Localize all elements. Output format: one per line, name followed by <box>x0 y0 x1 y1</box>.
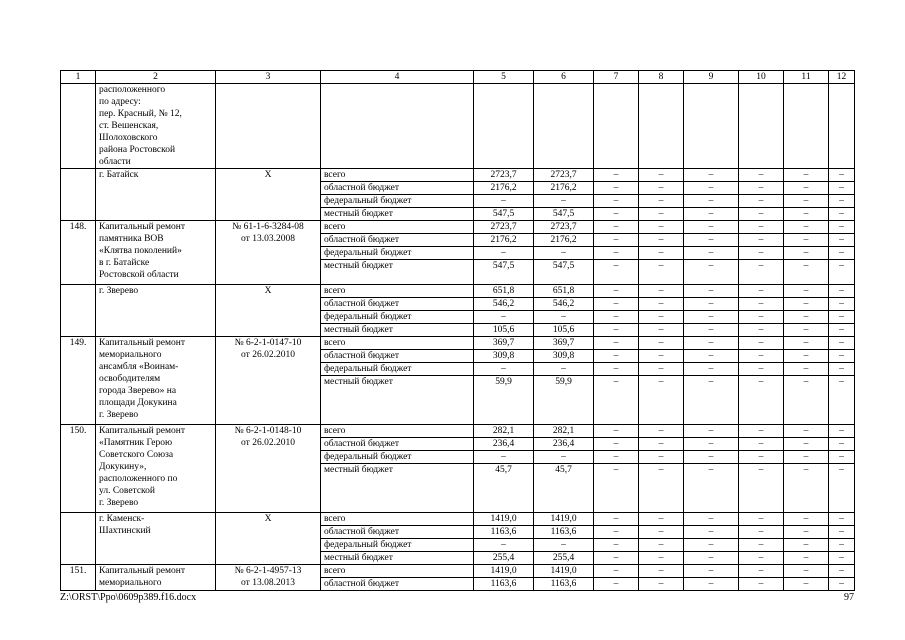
dash-cell: – <box>739 363 784 376</box>
value-col6: – <box>534 363 594 376</box>
dash-cell: – <box>639 285 684 298</box>
dash-cell: – <box>829 285 855 298</box>
budget-label: местный бюджет <box>321 208 474 221</box>
dash-cell: – <box>784 260 829 285</box>
dash-cell: – <box>594 363 639 376</box>
dash-cell: – <box>594 350 639 363</box>
document-ref: № 6-2-1-4957-13 от 13.08.2013 <box>216 565 321 591</box>
object-name: г. Каменск- Шахтинский <box>96 513 216 565</box>
dash-cell: – <box>639 324 684 337</box>
object-name: г. Зверево <box>96 285 216 337</box>
budget-label: местный бюджет <box>321 324 474 337</box>
object-name: Капитальный ремонт мемориального ансамбля «Воинам- освободителям города Зверево» на площади Докукина г. Зверево <box>96 337 216 425</box>
column-number: 6 <box>534 71 594 84</box>
dash-cell: – <box>594 195 639 208</box>
value-col6: 1419,0 <box>534 565 594 578</box>
dash-cell: – <box>784 565 829 578</box>
dash-cell: – <box>594 578 639 591</box>
dash-cell: – <box>739 208 784 221</box>
value-col5: 2176,2 <box>474 182 534 195</box>
dash-cell: – <box>594 311 639 324</box>
dash-cell: – <box>829 208 855 221</box>
dash-cell: – <box>739 578 784 591</box>
dash-cell: – <box>594 260 639 285</box>
dash-cell: – <box>784 376 829 425</box>
dash-cell: – <box>739 513 784 526</box>
budget-label: всего <box>321 285 474 298</box>
dash-cell: – <box>784 234 829 247</box>
dash-cell: – <box>829 337 855 350</box>
column-number: 11 <box>784 71 829 84</box>
dash-cell: – <box>739 195 784 208</box>
dash-cell: – <box>739 376 784 425</box>
dash-cell: – <box>594 208 639 221</box>
budget-label: областной бюджет <box>321 182 474 195</box>
dash-cell: – <box>784 169 829 182</box>
value-col5: 2176,2 <box>474 234 534 247</box>
value-col5: 2723,7 <box>474 221 534 234</box>
dash-cell: – <box>684 221 739 234</box>
dash-cell: – <box>594 565 639 578</box>
value-col6: 651,8 <box>534 285 594 298</box>
value-col5: 105,6 <box>474 324 534 337</box>
dash-cell: – <box>829 324 855 337</box>
dash-cell: – <box>594 513 639 526</box>
budget-label: местный бюджет <box>321 376 474 425</box>
dash-cell: – <box>639 451 684 464</box>
budget-label: областной бюджет <box>321 234 474 247</box>
object-name: Капитальный ремонт памятника ВОВ «Клятва поколений» в г. Батайске Ростовской области <box>96 221 216 285</box>
dash-cell: – <box>829 438 855 451</box>
dash-cell: – <box>739 425 784 438</box>
value-col5: 59,9 <box>474 376 534 425</box>
budget-label: всего <box>321 169 474 182</box>
dash-cell: – <box>784 350 829 363</box>
table-row <box>61 425 855 438</box>
value-col6: 2723,7 <box>534 169 594 182</box>
dash-cell: – <box>594 376 639 425</box>
dash-cell: – <box>684 337 739 350</box>
dash-cell: – <box>784 208 829 221</box>
dash-cell: – <box>739 182 784 195</box>
value-col5: 369,7 <box>474 337 534 350</box>
empty-cell <box>534 84 594 169</box>
dash-cell: – <box>684 169 739 182</box>
value-col5: 255,4 <box>474 552 534 565</box>
dash-cell: – <box>594 324 639 337</box>
dash-cell: – <box>639 552 684 565</box>
table-row <box>61 221 855 234</box>
dash-cell: – <box>739 526 784 539</box>
dash-cell: – <box>594 438 639 451</box>
budget-label: всего <box>321 565 474 578</box>
table-row <box>61 565 855 578</box>
dash-cell: – <box>829 376 855 425</box>
dash-cell: – <box>594 451 639 464</box>
document-ref: № 6-2-1-0147-10 от 26.02.2010 <box>216 337 321 425</box>
row-number <box>61 513 96 565</box>
budget-label: областной бюджет <box>321 438 474 451</box>
dash-cell: – <box>684 324 739 337</box>
dash-cell: – <box>684 195 739 208</box>
dash-cell: – <box>829 350 855 363</box>
dash-cell: – <box>829 298 855 311</box>
dash-cell: – <box>829 578 855 591</box>
empty-cell <box>829 84 855 169</box>
object-name: расположенного по адресу: пер. Красный, № 12, ст. Вешенская, Шолоховского района Ростовской области <box>96 84 216 169</box>
dash-cell: – <box>829 539 855 552</box>
dash-cell: – <box>829 363 855 376</box>
budget-label: федеральный бюджет <box>321 451 474 464</box>
dash-cell: – <box>639 376 684 425</box>
dash-cell: – <box>739 552 784 565</box>
dash-cell: – <box>594 526 639 539</box>
dash-cell: – <box>684 513 739 526</box>
value-col5: 2723,7 <box>474 169 534 182</box>
dash-cell: – <box>829 565 855 578</box>
dash-cell: – <box>684 578 739 591</box>
dash-cell: – <box>829 464 855 513</box>
dash-cell: – <box>594 464 639 513</box>
value-col6: 255,4 <box>534 552 594 565</box>
dash-cell: – <box>639 425 684 438</box>
column-number: 1 <box>61 71 96 84</box>
column-number: 5 <box>474 71 534 84</box>
column-number: 9 <box>684 71 739 84</box>
dash-cell: – <box>594 425 639 438</box>
column-number: 8 <box>639 71 684 84</box>
dash-cell: – <box>784 221 829 234</box>
dash-cell: – <box>784 195 829 208</box>
dash-cell: – <box>639 234 684 247</box>
budget-label: всего <box>321 337 474 350</box>
dash-cell: – <box>594 182 639 195</box>
dash-cell: – <box>784 578 829 591</box>
page-footer <box>60 592 854 603</box>
empty-cell <box>639 84 684 169</box>
value-col6: 2176,2 <box>534 182 594 195</box>
dash-cell: – <box>684 311 739 324</box>
value-col6: 1419,0 <box>534 513 594 526</box>
budget-label: всего <box>321 221 474 234</box>
dash-cell: – <box>639 513 684 526</box>
empty-cell <box>739 84 784 169</box>
dash-cell: – <box>784 363 829 376</box>
value-col6: 105,6 <box>534 324 594 337</box>
table-row <box>61 169 855 182</box>
value-col5: – <box>474 539 534 552</box>
dash-cell: – <box>784 285 829 298</box>
dash-cell: – <box>594 221 639 234</box>
budget-table-sheet <box>60 70 854 591</box>
dash-cell: – <box>829 526 855 539</box>
value-col5: 1419,0 <box>474 513 534 526</box>
value-col5: 1419,0 <box>474 565 534 578</box>
table-row <box>61 84 855 169</box>
value-col5: – <box>474 311 534 324</box>
document-ref: Х <box>216 285 321 337</box>
dash-cell: – <box>739 260 784 285</box>
dash-cell: – <box>639 438 684 451</box>
empty-cell <box>594 84 639 169</box>
dash-cell: – <box>594 552 639 565</box>
dash-cell: – <box>684 526 739 539</box>
value-col5: 1163,6 <box>474 526 534 539</box>
value-col6: 546,2 <box>534 298 594 311</box>
dash-cell: – <box>739 539 784 552</box>
document-ref: Х <box>216 513 321 565</box>
value-col6: 2176,2 <box>534 234 594 247</box>
dash-cell: – <box>829 311 855 324</box>
dash-cell: – <box>594 298 639 311</box>
dash-cell: – <box>829 234 855 247</box>
document-ref: № 6-2-1-0148-10 от 26.02.2010 <box>216 425 321 513</box>
column-number: 12 <box>829 71 855 84</box>
value-col6: 309,8 <box>534 350 594 363</box>
column-number: 4 <box>321 71 474 84</box>
budget-label: областной бюджет <box>321 350 474 363</box>
dash-cell: – <box>639 565 684 578</box>
value-col5: 1163,6 <box>474 578 534 591</box>
dash-cell: – <box>739 337 784 350</box>
value-col5: 282,1 <box>474 425 534 438</box>
dash-cell: – <box>739 247 784 260</box>
dash-cell: – <box>739 311 784 324</box>
column-number: 10 <box>739 71 784 84</box>
dash-cell: – <box>684 539 739 552</box>
dash-cell: – <box>639 182 684 195</box>
budget-label: всего <box>321 513 474 526</box>
budget-label: федеральный бюджет <box>321 311 474 324</box>
dash-cell: – <box>684 285 739 298</box>
dash-cell: – <box>639 363 684 376</box>
budget-label: федеральный бюджет <box>321 363 474 376</box>
dash-cell: – <box>784 464 829 513</box>
dash-cell: – <box>739 451 784 464</box>
column-number: 2 <box>96 71 216 84</box>
dash-cell: – <box>684 350 739 363</box>
row-number: 150. <box>61 425 96 513</box>
object-name: Капитальный ремонт мемориального <box>96 565 216 591</box>
dash-cell: – <box>639 539 684 552</box>
dash-cell: – <box>739 234 784 247</box>
dash-cell: – <box>829 182 855 195</box>
dash-cell: – <box>739 324 784 337</box>
empty-cell <box>684 84 739 169</box>
value-col6: 59,9 <box>534 376 594 425</box>
dash-cell: – <box>594 247 639 260</box>
dash-cell: – <box>684 565 739 578</box>
dash-cell: – <box>639 311 684 324</box>
dash-cell: – <box>639 350 684 363</box>
value-col6: – <box>534 311 594 324</box>
budget-label: местный бюджет <box>321 260 474 285</box>
value-col6: – <box>534 195 594 208</box>
budget-label: областной бюджет <box>321 298 474 311</box>
dash-cell: – <box>784 182 829 195</box>
dash-cell: – <box>784 451 829 464</box>
dash-cell: – <box>639 208 684 221</box>
budget-table <box>60 70 855 591</box>
value-col5: 547,5 <box>474 260 534 285</box>
dash-cell: – <box>639 247 684 260</box>
dash-cell: – <box>639 298 684 311</box>
value-col5: 236,4 <box>474 438 534 451</box>
value-col5: – <box>474 363 534 376</box>
dash-cell: – <box>829 451 855 464</box>
value-col6: 369,7 <box>534 337 594 350</box>
dash-cell: – <box>829 195 855 208</box>
dash-cell: – <box>594 539 639 552</box>
dash-cell: – <box>739 438 784 451</box>
dash-cell: – <box>684 451 739 464</box>
dash-cell: – <box>739 298 784 311</box>
value-col6: – <box>534 247 594 260</box>
dash-cell: – <box>739 169 784 182</box>
dash-cell: – <box>784 526 829 539</box>
dash-cell: – <box>784 337 829 350</box>
dash-cell: – <box>784 552 829 565</box>
page-number: 97 <box>844 592 854 603</box>
dash-cell: – <box>739 565 784 578</box>
dash-cell: – <box>684 208 739 221</box>
dash-cell: – <box>829 425 855 438</box>
value-col6: – <box>534 539 594 552</box>
dash-cell: – <box>739 221 784 234</box>
column-number: 7 <box>594 71 639 84</box>
dash-cell: – <box>639 526 684 539</box>
budget-label: федеральный бюджет <box>321 195 474 208</box>
table-row <box>61 285 855 298</box>
dash-cell: – <box>639 169 684 182</box>
column-number: 3 <box>216 71 321 84</box>
dash-cell: – <box>684 247 739 260</box>
budget-label: местный бюджет <box>321 552 474 565</box>
value-col6: 2723,7 <box>534 221 594 234</box>
dash-cell: – <box>684 464 739 513</box>
value-col6: 547,5 <box>534 260 594 285</box>
dash-cell: – <box>639 337 684 350</box>
budget-label: областной бюджет <box>321 526 474 539</box>
dash-cell: – <box>829 513 855 526</box>
value-col6: – <box>534 451 594 464</box>
document-ref: Х <box>216 169 321 221</box>
file-path: Z:\ORST\Ppo\0609p389.f16.docx <box>60 592 197 603</box>
dash-cell: – <box>594 285 639 298</box>
dash-cell: – <box>639 464 684 513</box>
dash-cell: – <box>639 260 684 285</box>
dash-cell: – <box>684 376 739 425</box>
dash-cell: – <box>594 337 639 350</box>
dash-cell: – <box>784 539 829 552</box>
value-col5: 651,8 <box>474 285 534 298</box>
dash-cell: – <box>784 513 829 526</box>
dash-cell: – <box>684 425 739 438</box>
value-col6: 45,7 <box>534 464 594 513</box>
row-number: 151. <box>61 565 96 591</box>
row-number: 148. <box>61 221 96 285</box>
dash-cell: – <box>739 285 784 298</box>
row-number <box>61 169 96 221</box>
table-row <box>61 337 855 350</box>
dash-cell: – <box>829 552 855 565</box>
empty-cell <box>474 84 534 169</box>
object-name: г. Батайск <box>96 169 216 221</box>
value-col5: 309,8 <box>474 350 534 363</box>
dash-cell: – <box>829 221 855 234</box>
document-ref <box>216 84 321 169</box>
value-col5: 45,7 <box>474 464 534 513</box>
dash-cell: – <box>684 260 739 285</box>
dash-cell: – <box>829 169 855 182</box>
dash-cell: – <box>684 552 739 565</box>
budget-label: всего <box>321 425 474 438</box>
dash-cell: – <box>829 260 855 285</box>
value-col6: 1163,6 <box>534 578 594 591</box>
budget-label: федеральный бюджет <box>321 247 474 260</box>
object-name: Капитальный ремонт «Памятник Герою Советского Союза Докукину», расположенного по ул. Советской г. Зверево <box>96 425 216 513</box>
dash-cell: – <box>829 247 855 260</box>
dash-cell: – <box>784 324 829 337</box>
dash-cell: – <box>784 247 829 260</box>
dash-cell: – <box>784 438 829 451</box>
value-col6: 236,4 <box>534 438 594 451</box>
header-row <box>61 71 855 84</box>
value-col5: 547,5 <box>474 208 534 221</box>
dash-cell: – <box>684 438 739 451</box>
value-col6: 282,1 <box>534 425 594 438</box>
budget-label: федеральный бюджет <box>321 539 474 552</box>
dash-cell: – <box>639 195 684 208</box>
budget-label: местный бюджет <box>321 464 474 513</box>
value-col5: – <box>474 195 534 208</box>
dash-cell: – <box>684 182 739 195</box>
dash-cell: – <box>784 425 829 438</box>
dash-cell: – <box>684 363 739 376</box>
dash-cell: – <box>639 578 684 591</box>
document-ref: № 61-1-6-3284-08 от 13.03.2008 <box>216 221 321 285</box>
value-col5: 546,2 <box>474 298 534 311</box>
row-number <box>61 285 96 337</box>
dash-cell: – <box>739 350 784 363</box>
value-col6: 1163,6 <box>534 526 594 539</box>
dash-cell: – <box>639 221 684 234</box>
dash-cell: – <box>684 234 739 247</box>
dash-cell: – <box>784 298 829 311</box>
dash-cell: – <box>594 234 639 247</box>
value-col6: 547,5 <box>534 208 594 221</box>
table-row <box>61 513 855 526</box>
dash-cell: – <box>784 311 829 324</box>
dash-cell: – <box>594 169 639 182</box>
row-number <box>61 84 96 169</box>
empty-cell <box>784 84 829 169</box>
row-number: 149. <box>61 337 96 425</box>
value-col5: – <box>474 247 534 260</box>
dash-cell: – <box>684 298 739 311</box>
empty-cell <box>321 84 474 169</box>
value-col5: – <box>474 451 534 464</box>
budget-label: областной бюджет <box>321 578 474 591</box>
dash-cell: – <box>739 464 784 513</box>
